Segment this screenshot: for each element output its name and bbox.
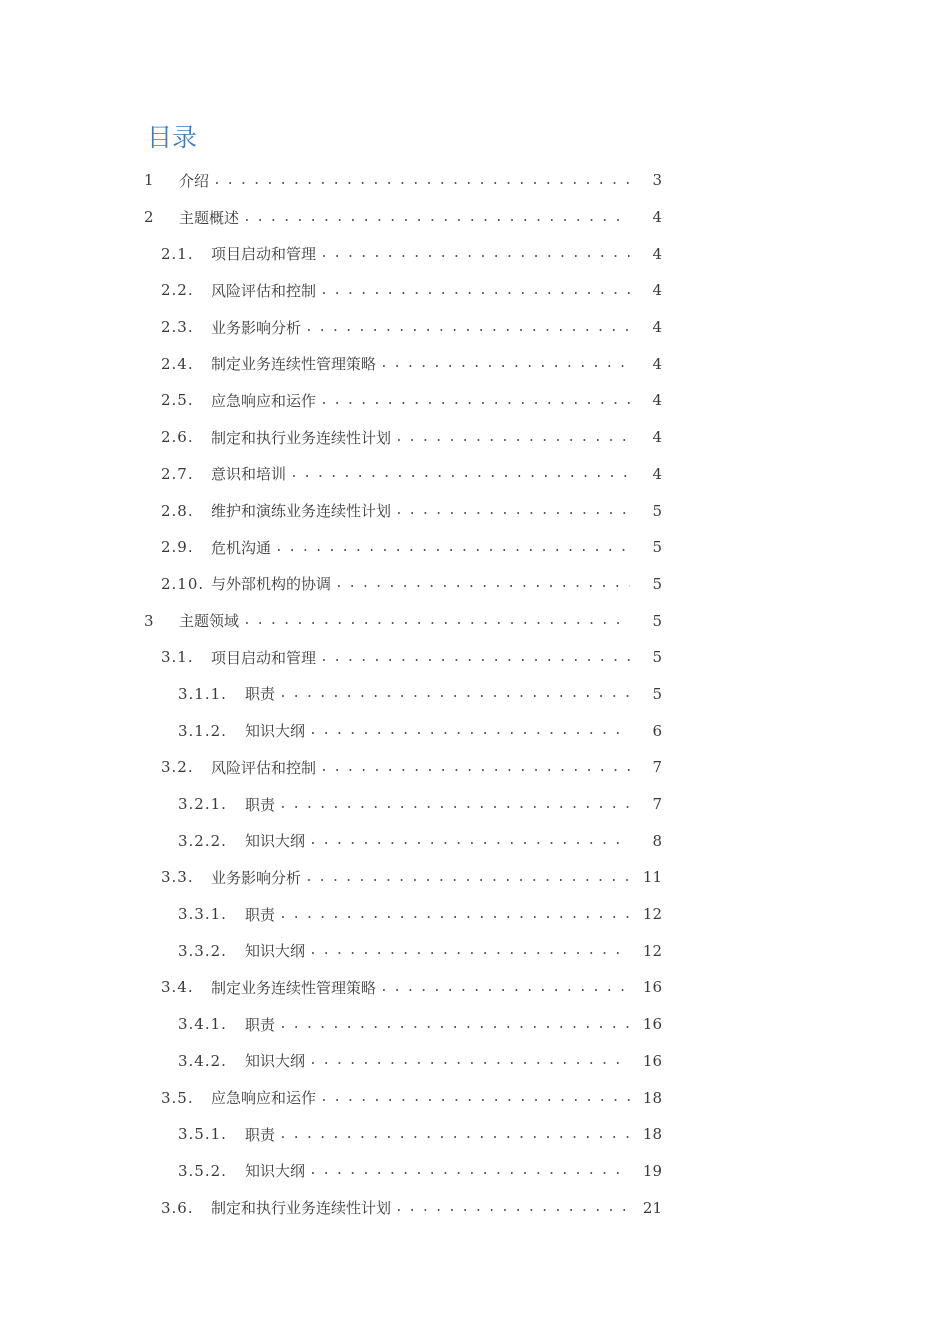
toc-entry-number: 3.4.1.	[178, 1015, 227, 1034]
toc-entry-page-number: 5	[652, 611, 662, 630]
toc-dot-leader	[309, 1163, 630, 1178]
toc-entry-label: 制定业务连续性管理策略	[211, 978, 377, 997]
toc-entry-label: 知识大纲	[245, 942, 306, 961]
toc-entry-page-number: 7	[652, 758, 662, 777]
toc-entry-label: 制定和执行业务连续性计划	[211, 1199, 392, 1218]
toc-entry-page-number: 12	[642, 905, 662, 924]
toc-entry[interactable]	[0, 382, 806, 419]
toc-dot-leader	[279, 686, 630, 701]
toc-entry-label: 职责	[245, 1015, 276, 1034]
toc-dot-leader	[320, 650, 630, 665]
toc-dot-leader	[320, 246, 630, 261]
toc-entry-page-number: 4	[652, 208, 662, 227]
toc-entry[interactable]	[0, 602, 806, 639]
toc-entry-number: 2.4.	[161, 354, 194, 373]
toc-entry-label: 应急响应和运作	[211, 391, 317, 410]
toc-entry-number: 3.6.	[161, 1198, 194, 1217]
toc-entry-number: 3.4.	[161, 978, 194, 997]
toc-entry-number: 2.8.	[161, 501, 194, 520]
toc-entry[interactable]	[0, 345, 806, 382]
toc-entry-label: 主题概述	[179, 208, 240, 227]
toc-entry-label: 知识大纲	[245, 722, 306, 741]
toc-entry-label: 知识大纲	[245, 832, 306, 851]
toc-entry[interactable]	[0, 969, 806, 1006]
toc-dot-leader	[279, 797, 630, 812]
toc-entry-page-number: 11	[642, 868, 662, 887]
toc-dot-leader	[279, 907, 630, 922]
toc-entry-label: 项目启动和管理	[211, 245, 317, 264]
toc-entry-label: 项目启动和管理	[211, 648, 317, 667]
toc-entry[interactable]	[0, 1189, 806, 1226]
toc-entry[interactable]	[0, 1006, 806, 1043]
toc-entry-label: 业务影响分析	[211, 868, 302, 887]
toc-entry-number: 3.3.2.	[178, 941, 227, 960]
toc-entry-page-number: 5	[652, 501, 662, 520]
toc-dot-leader	[243, 613, 630, 628]
toc-dot-leader	[380, 356, 630, 371]
toc-entry-label: 职责	[245, 1125, 276, 1144]
toc-entry-page-number: 5	[652, 574, 662, 593]
toc-entry-page-number: 18	[642, 1088, 662, 1107]
toc-entry-label: 意识和培训	[211, 465, 287, 484]
toc-entry-number: 3.1.2.	[178, 721, 227, 740]
toc-entry-page-number: 4	[652, 428, 662, 447]
toc-entry[interactable]	[0, 822, 806, 859]
toc-entry[interactable]	[0, 1079, 806, 1116]
toc-entry-number: 2	[144, 208, 155, 227]
toc-dot-leader	[243, 210, 630, 225]
toc-dot-leader	[320, 393, 630, 408]
toc-entry-label: 应急响应和运作	[211, 1089, 317, 1108]
toc-entry-number: 2.9.	[161, 538, 194, 557]
toc-entry-number: 3.4.2.	[178, 1051, 227, 1070]
toc-entry-page-number: 4	[652, 391, 662, 410]
toc-entry-number: 3.3.	[161, 868, 194, 887]
toc-entry[interactable]	[0, 676, 806, 713]
toc-entry-label: 知识大纲	[245, 1162, 306, 1181]
toc-entry-page-number: 5	[652, 538, 662, 557]
toc-entry-number: 3.1.	[161, 648, 194, 667]
toc-entry[interactable]	[0, 786, 806, 823]
toc-entry-page-number: 12	[642, 941, 662, 960]
toc-dot-leader	[213, 173, 630, 188]
toc-entry-number: 3.1.1.	[178, 684, 227, 703]
toc-entry-label: 维护和演练业务连续性计划	[211, 502, 392, 521]
toc-entry-number: 3.5.	[161, 1088, 194, 1107]
toc-entry-number: 2.5.	[161, 391, 194, 410]
toc-entry[interactable]	[0, 712, 806, 749]
toc-entry[interactable]	[0, 1116, 806, 1153]
toc-entry[interactable]	[0, 162, 806, 199]
toc-entry-label: 介绍	[179, 171, 210, 190]
toc-entry-page-number: 6	[652, 721, 662, 740]
toc-dot-leader	[320, 760, 630, 775]
toc-entry-page-number: 5	[652, 684, 662, 703]
toc-title: 目录	[147, 123, 198, 152]
toc-dot-leader	[290, 466, 630, 481]
toc-entry-label: 主题领域	[179, 612, 240, 631]
toc-dot-leader	[395, 503, 630, 518]
toc-entry-label: 职责	[245, 905, 276, 924]
toc-entry[interactable]	[0, 859, 806, 896]
toc-entry-number: 3.5.1.	[178, 1125, 227, 1144]
toc-entry-page-number: 7	[652, 795, 662, 814]
toc-entry-page-number: 21	[642, 1198, 662, 1217]
toc-entry[interactable]	[0, 932, 806, 969]
toc-entry-number: 2.3.	[161, 318, 194, 337]
toc-dot-leader	[380, 980, 630, 995]
toc-dot-leader	[309, 943, 630, 958]
toc-entry[interactable]	[0, 492, 806, 529]
toc-entry-number: 2.6.	[161, 428, 194, 447]
toc-entry-label: 知识大纲	[245, 1052, 306, 1071]
toc-entry-page-number: 16	[642, 1015, 662, 1034]
toc-dot-leader	[335, 576, 630, 591]
toc-dot-leader	[320, 283, 630, 298]
toc-entry-label: 危机沟通	[211, 538, 272, 557]
toc-entry-page-number: 16	[642, 978, 662, 997]
toc-dot-leader	[305, 320, 630, 335]
toc-entry-label: 制定业务连续性管理策略	[211, 355, 377, 374]
toc-entry-page-number: 16	[642, 1051, 662, 1070]
toc-entry[interactable]	[0, 419, 806, 456]
toc-entry-label: 风险评估和控制	[211, 281, 317, 300]
toc-dot-leader	[395, 430, 630, 445]
toc-entry[interactable]	[0, 529, 806, 566]
toc-entry[interactable]	[0, 235, 806, 272]
toc-entry-page-number: 18	[642, 1125, 662, 1144]
toc-entry-number: 3.2.2.	[178, 831, 227, 850]
toc-entry-page-number: 4	[652, 281, 662, 300]
toc-entry-page-number: 19	[642, 1161, 662, 1180]
toc-entry-number: 2.1.	[161, 244, 194, 263]
toc-entry-number: 1	[144, 171, 155, 190]
toc-entry[interactable]	[0, 1153, 806, 1190]
toc-dot-leader	[320, 1090, 630, 1105]
toc-dot-leader	[279, 1127, 630, 1142]
toc-entry[interactable]	[0, 199, 806, 236]
toc-entry-label: 职责	[245, 685, 276, 704]
toc-entry-page-number: 3	[652, 171, 662, 190]
toc-entry[interactable]	[0, 272, 806, 309]
toc-entry-number: 2.7.	[161, 464, 194, 483]
toc-entry-number: 3.5.2.	[178, 1161, 227, 1180]
toc-entry[interactable]	[0, 896, 806, 933]
toc-entry-label: 业务影响分析	[211, 318, 302, 337]
toc-entry-label: 职责	[245, 795, 276, 814]
toc-entry-number: 3.2.	[161, 758, 194, 777]
toc-entry-number: 3.2.1.	[178, 795, 227, 814]
toc-entry-number: 3.3.1.	[178, 905, 227, 924]
toc-entry[interactable]	[0, 1043, 806, 1080]
toc-entry[interactable]	[0, 456, 806, 493]
toc-dot-leader	[395, 1200, 630, 1215]
toc-entry-label: 制定和执行业务连续性计划	[211, 428, 392, 447]
toc-entry-number: 2.2.	[161, 281, 194, 300]
toc-entry-page-number: 5	[652, 648, 662, 667]
toc-entry-number: 2.10.	[161, 574, 205, 593]
toc-entry-label: 与外部机构的协调	[211, 575, 332, 594]
toc-entry-page-number: 4	[652, 244, 662, 263]
toc-dot-leader	[309, 1053, 630, 1068]
toc-entry-page-number: 8	[652, 831, 662, 850]
toc-entry-page-number: 4	[652, 464, 662, 483]
toc-entry-page-number: 4	[652, 354, 662, 373]
toc-dot-leader	[309, 833, 630, 848]
toc-dot-leader	[309, 723, 630, 738]
toc-dot-leader	[305, 870, 630, 885]
toc-entry-label: 风险评估和控制	[211, 758, 317, 777]
toc-entry[interactable]	[0, 749, 806, 786]
toc-entry-number: 3	[144, 611, 155, 630]
toc-dot-leader	[279, 1017, 630, 1032]
toc-entry[interactable]	[0, 566, 806, 603]
toc-entry[interactable]	[0, 639, 806, 676]
toc-list	[0, 162, 950, 1226]
toc-entry[interactable]	[0, 309, 806, 346]
toc-dot-leader	[275, 540, 630, 555]
toc-entry-page-number: 4	[652, 318, 662, 337]
